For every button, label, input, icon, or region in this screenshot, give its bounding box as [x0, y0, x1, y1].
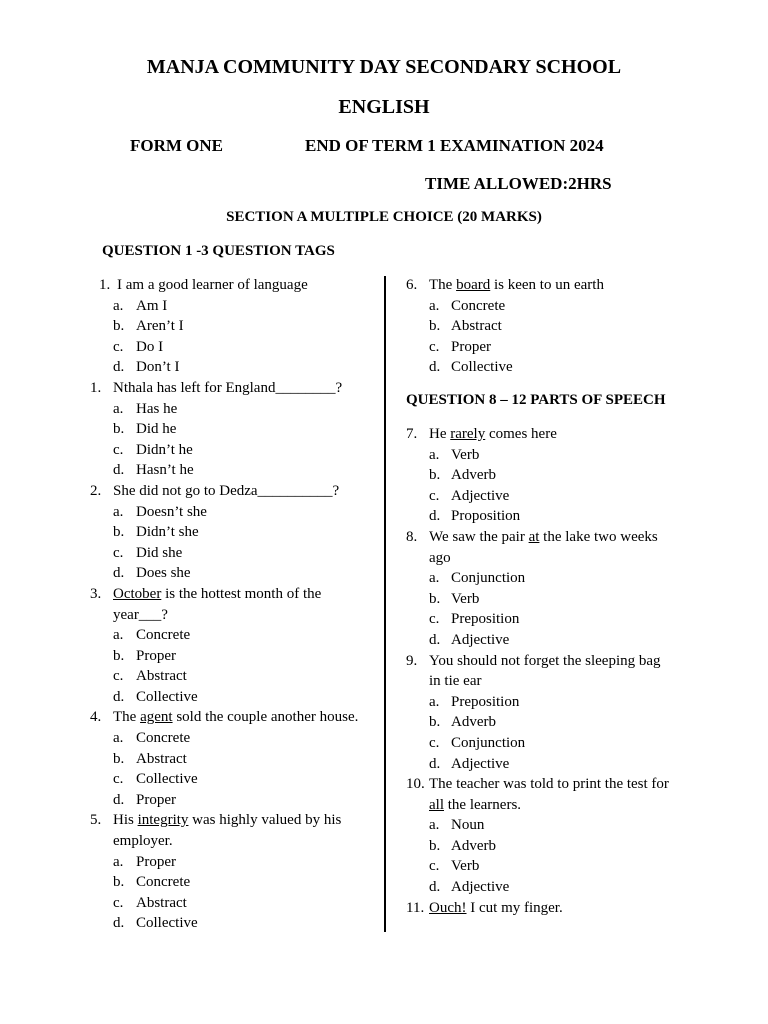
underlined-word: at — [528, 528, 540, 545]
right-column-top — [406, 275, 706, 378]
option-letter: a. — [429, 446, 440, 463]
option-letter: a. — [113, 853, 124, 870]
option-letter: b. — [429, 714, 441, 731]
question-item — [90, 481, 380, 584]
option-letter: b. — [113, 750, 125, 767]
school-title: MANJA COMMUNITY DAY SECONDARY SCHOOL — [146, 56, 622, 78]
option-text: Does she — [136, 565, 191, 582]
option-text: Did he — [136, 421, 177, 438]
option-letter: a. — [429, 693, 440, 710]
answer-option — [90, 502, 380, 523]
underlined-word: all — [429, 796, 444, 813]
option-text: Adjective — [451, 487, 510, 504]
question-text-continued: year___? — [113, 606, 168, 623]
option-letter: c. — [429, 487, 440, 504]
option-letter: d. — [113, 462, 125, 479]
question-number: 9. — [406, 652, 418, 669]
answer-option — [90, 296, 380, 317]
option-text: Concrete — [136, 874, 191, 891]
question-number: 3. — [90, 585, 102, 602]
answer-option — [406, 630, 706, 651]
option-text: Preposition — [451, 693, 520, 710]
option-letter: d. — [113, 915, 125, 932]
underlined-word: Ouch! — [429, 899, 467, 916]
option-letter: a. — [113, 297, 124, 314]
answer-option — [90, 337, 380, 358]
option-text: Proposition — [451, 508, 521, 525]
answer-option — [90, 316, 380, 337]
option-letter: a. — [429, 297, 440, 314]
option-text: Verb — [451, 858, 480, 875]
option-letter: a. — [429, 817, 440, 834]
option-text: Concrete — [451, 297, 506, 314]
question-text: the learners. — [444, 796, 522, 813]
question-text-continued: ago — [429, 549, 451, 566]
question-number: 11. — [406, 899, 425, 916]
question-number: 6. — [406, 277, 418, 293]
option-text: Noun — [451, 817, 485, 834]
option-text: Proper — [136, 853, 176, 870]
question-text: is the hottest month of the — [161, 585, 322, 602]
option-text: Collective — [136, 771, 198, 788]
option-letter: d. — [113, 359, 125, 376]
answer-option — [406, 357, 706, 378]
question-text: comes here — [485, 426, 557, 442]
column-divider — [384, 276, 386, 932]
answer-option — [406, 733, 706, 754]
question-text: His — [113, 812, 138, 829]
answer-option — [90, 357, 380, 378]
option-letter: a. — [429, 570, 440, 587]
question-text: I cut my finger. — [466, 899, 563, 916]
question-number: 7. — [406, 426, 418, 442]
underlined-word: integrity — [137, 812, 189, 829]
question-text: Nthala has left for England________? — [113, 379, 343, 396]
question-number: 8. — [406, 528, 418, 545]
question-text: was highly valued by his — [188, 812, 342, 829]
question-text: the lake two weeks — [539, 528, 658, 545]
question-text: The teacher was told to print the test for — [429, 776, 669, 793]
option-letter: b. — [429, 318, 441, 335]
option-letter: c. — [113, 668, 124, 685]
left-column — [90, 275, 380, 934]
option-text: Proper — [451, 338, 491, 355]
question-text: She did not go to Dedza__________? — [113, 482, 340, 499]
question-text-continued: employer. — [113, 833, 173, 850]
option-letter: c. — [113, 441, 124, 458]
answer-option — [90, 872, 380, 893]
option-text: Abstract — [136, 894, 187, 911]
exam-title: END OF TERM 1 EXAMINATION 2024 — [305, 136, 604, 155]
answer-option — [90, 852, 380, 873]
answer-option — [406, 486, 706, 507]
right-column-bottom — [406, 424, 706, 918]
option-letter: c. — [429, 858, 440, 875]
answer-option — [406, 712, 706, 733]
option-letter: a. — [113, 503, 124, 520]
answer-option — [406, 856, 706, 877]
answer-option — [90, 440, 380, 461]
option-text: Abstract — [451, 318, 502, 335]
question-item — [90, 378, 380, 481]
option-letter: c. — [113, 894, 124, 911]
answer-option — [406, 754, 706, 775]
subject-title: ENGLISH — [338, 96, 430, 118]
option-text: Collective — [136, 915, 198, 932]
option-text: Doesn’t she — [136, 503, 207, 520]
answer-option — [406, 445, 706, 466]
option-text: Verb — [451, 446, 480, 463]
question-number: 2. — [90, 482, 102, 499]
option-text: Did she — [136, 544, 183, 561]
question-item — [90, 275, 380, 378]
underlined-word: agent — [140, 709, 173, 726]
option-letter: b. — [429, 467, 441, 484]
option-letter: c. — [113, 338, 124, 355]
option-text: Proper — [136, 791, 176, 808]
answer-option — [406, 692, 706, 713]
answer-option — [406, 589, 706, 610]
answer-option — [90, 419, 380, 440]
option-letter: a. — [113, 400, 124, 417]
answer-option — [90, 728, 380, 749]
option-text: Adjective — [451, 631, 510, 648]
option-letter: d. — [429, 359, 441, 376]
option-letter: d. — [429, 631, 441, 648]
option-text: Proper — [136, 647, 176, 664]
answer-option — [406, 877, 706, 898]
option-text: Adjective — [451, 755, 510, 772]
option-text: Conjunction — [451, 734, 526, 751]
option-letter: a. — [113, 627, 124, 644]
answer-option — [90, 646, 380, 667]
option-letter: c. — [429, 734, 440, 751]
answer-option — [90, 790, 380, 811]
question-number: 4. — [90, 709, 102, 726]
answer-option — [90, 543, 380, 564]
option-text: Abstract — [136, 750, 187, 767]
answer-option — [90, 460, 380, 481]
option-letter: c. — [429, 611, 440, 628]
answer-option — [90, 522, 380, 543]
question-text: The — [113, 709, 141, 726]
question-text: The — [429, 277, 457, 293]
option-letter: d. — [429, 755, 441, 772]
answer-option — [90, 666, 380, 687]
question-number: 10. — [406, 776, 425, 793]
form-label: FORM ONE — [130, 136, 224, 155]
answer-option — [90, 399, 380, 420]
question-item — [406, 898, 706, 919]
option-text: Adverb — [451, 714, 496, 731]
section-heading: SECTION A MULTIPLE CHOICE (20 MARKS) — [226, 209, 542, 225]
option-text: Concrete — [136, 627, 191, 644]
answer-option — [90, 563, 380, 584]
answer-option — [90, 893, 380, 914]
option-letter: b. — [113, 524, 125, 541]
question-number: 1. — [99, 277, 111, 293]
parts-of-speech-heading: QUESTION 8 – 12 PARTS OF SPEECH — [406, 392, 666, 408]
question-item — [90, 810, 380, 934]
option-text: Adverb — [451, 467, 496, 484]
option-text: Didn’t he — [136, 441, 193, 458]
option-letter: b. — [113, 421, 125, 438]
option-letter: c. — [113, 544, 124, 561]
answer-option — [406, 337, 706, 358]
option-text: Don’t I — [136, 359, 180, 376]
option-letter: a. — [113, 730, 124, 747]
answer-option — [406, 568, 706, 589]
answer-option — [406, 506, 706, 527]
option-text: Collective — [451, 359, 513, 376]
option-letter: c. — [429, 338, 440, 355]
question-item — [406, 275, 706, 378]
option-text: Abstract — [136, 668, 187, 685]
answer-option — [90, 913, 380, 934]
option-letter: b. — [113, 874, 125, 891]
question-text: sold the couple another house. — [172, 709, 359, 726]
answer-option — [90, 625, 380, 646]
question-text-continued: in tie ear — [429, 673, 482, 690]
answer-option — [406, 296, 706, 317]
option-text: Concrete — [136, 730, 191, 747]
option-text: Hasn’t he — [136, 462, 194, 479]
option-letter: b. — [113, 647, 125, 664]
option-text: Conjunction — [451, 570, 526, 587]
option-text: Am I — [136, 297, 168, 314]
question-item — [406, 424, 706, 527]
option-text: Preposition — [451, 611, 520, 628]
question-text: You should not forget the sleeping bag — [429, 652, 661, 669]
option-text: Didn’t she — [136, 524, 199, 541]
option-text: Verb — [451, 590, 480, 607]
question-tags-heading: QUESTION 1 -3 QUESTION TAGS — [102, 243, 335, 259]
time-allowed: TIME ALLOWED:2HRS — [425, 174, 612, 193]
question-item — [406, 651, 706, 775]
answer-option — [406, 465, 706, 486]
answer-option — [406, 316, 706, 337]
option-letter: d. — [429, 879, 441, 896]
option-letter: b. — [113, 318, 125, 335]
option-text: Has he — [136, 400, 178, 417]
question-text: We saw the pair — [429, 528, 529, 545]
question-item — [406, 774, 706, 898]
question-text: He — [429, 426, 451, 442]
question-text: is keen to un earth — [490, 277, 604, 293]
option-text: Adverb — [451, 837, 496, 854]
question-number: 1. — [90, 379, 102, 396]
option-letter: c. — [113, 771, 124, 788]
underlined-word: board — [456, 277, 491, 293]
question-item — [406, 527, 706, 651]
option-letter: b. — [429, 590, 441, 607]
option-letter: b. — [429, 837, 441, 854]
underlined-word: October — [113, 585, 162, 602]
question-text-continued — [406, 795, 706, 816]
option-letter: d. — [113, 565, 125, 582]
option-text: Do I — [136, 338, 164, 355]
option-text: Collective — [136, 688, 198, 705]
answer-option — [90, 749, 380, 770]
question-item — [90, 584, 380, 708]
answer-option — [90, 769, 380, 790]
answer-option — [90, 687, 380, 708]
option-letter: d. — [113, 791, 125, 808]
option-letter: d. — [113, 688, 125, 705]
option-text: Adjective — [451, 879, 510, 896]
question-number: 5. — [90, 812, 102, 829]
answer-option — [406, 609, 706, 630]
option-text: Aren’t I — [136, 318, 184, 335]
answer-option — [406, 815, 706, 836]
question-text: I am a good learner of language — [117, 277, 308, 293]
answer-option — [406, 836, 706, 857]
question-item — [90, 707, 380, 810]
underlined-word: rarely — [450, 426, 486, 442]
option-letter: d. — [429, 508, 441, 525]
